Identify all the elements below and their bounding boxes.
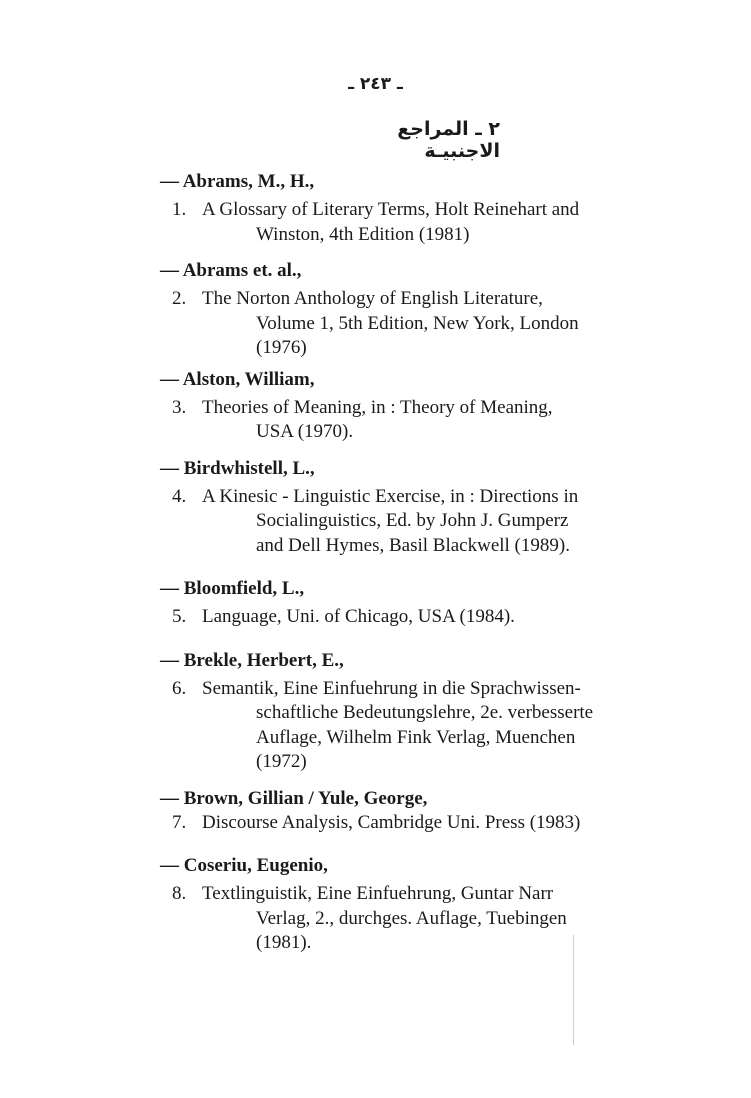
- reference-line: Textlinguistik, Eine Einfuehrung, Guntar Narr: [202, 883, 554, 904]
- reference-line: Auflage, Wilhelm Fink Verlag, Muenchen: [256, 726, 576, 748]
- section-heading: ٢ ـ المراجع الاجنبيـة: [397, 118, 500, 162]
- reference-number: 6.: [172, 677, 187, 699]
- page-number: ـ ٢٤٣ ـ: [348, 74, 403, 94]
- reference-line: (1976): [256, 337, 307, 358]
- reference-line: A Glossary of Literary Terms, Holt Reinehart and: [202, 199, 580, 220]
- reference-entry: [160, 396, 700, 445]
- reference-line: and Dell Hymes, Basil Blackwell (1989).: [256, 534, 570, 556]
- reference-entry: [160, 198, 700, 247]
- reference-number: 5.: [172, 606, 187, 627]
- reference-line: USA (1970).: [256, 421, 354, 442]
- reference-entry: [160, 485, 700, 559]
- reference-author: — Abrams et. al.,: [160, 260, 302, 281]
- reference-list: [160, 170, 700, 956]
- reference-author: — Brekle, Herbert, E.,: [160, 649, 344, 671]
- reference-line: The Norton Anthology of English Literature,: [202, 288, 543, 309]
- reference-number: 2.: [172, 288, 187, 309]
- reference-item: [160, 457, 700, 559]
- reference-number: 3.: [172, 396, 187, 418]
- reference-line: (1981).: [256, 932, 312, 953]
- reference-line: schaftliche Bedeutungslehre, 2e. verbesserte: [256, 702, 594, 723]
- reference-entry: [160, 882, 700, 956]
- reference-number: 4.: [172, 485, 187, 507]
- reference-author: — Abrams, M., H.,: [160, 171, 315, 192]
- reference-entry: [160, 811, 700, 836]
- reference-author: — Coseriu, Eugenio,: [160, 855, 328, 876]
- scan-artifact-line: [573, 935, 574, 1045]
- reference-item: [160, 787, 700, 836]
- reference-entry: [160, 287, 700, 361]
- reference-number: 1.: [172, 199, 187, 220]
- reference-line: Socialinguistics, Ed. by John J. Gumperz: [256, 510, 569, 531]
- reference-line: Language, Uni. of Chicago, USA (1984).: [202, 606, 515, 627]
- reference-line: (1972): [256, 751, 307, 772]
- reference-author: — Alston, William,: [160, 368, 315, 390]
- reference-number: 8.: [172, 883, 187, 904]
- reference-entry: [160, 605, 700, 630]
- reference-item: [160, 259, 700, 361]
- reference-entry: [160, 677, 700, 775]
- reference-author: — Bloomfield, L.,: [160, 578, 305, 599]
- reference-author: — Birdwhistell, L.,: [160, 457, 315, 479]
- reference-line: Theories of Meaning, in : Theory of Meaning,: [202, 396, 553, 418]
- reference-line: Winston, 4th Edition (1981): [256, 223, 470, 245]
- reference-line: Discourse Analysis, Cambridge Uni. Press (1983): [202, 811, 581, 833]
- reference-item: [160, 170, 700, 247]
- reference-number: 7.: [172, 811, 187, 833]
- reference-item: [160, 577, 700, 630]
- reference-item: [160, 854, 700, 956]
- reference-line: Semantik, Eine Einfuehrung in die Sprachwissen-: [202, 677, 581, 699]
- reference-item: [160, 649, 700, 775]
- reference-author: — Brown, Gillian / Yule, George,: [160, 787, 428, 809]
- reference-line: A Kinesic - Linguistic Exercise, in : Directions in: [202, 485, 579, 507]
- reference-line: Verlag, 2., durchges. Auflage, Tuebingen: [256, 907, 567, 929]
- reference-item: [160, 368, 700, 445]
- reference-line: Volume 1, 5th Edition, New York, London: [256, 312, 579, 334]
